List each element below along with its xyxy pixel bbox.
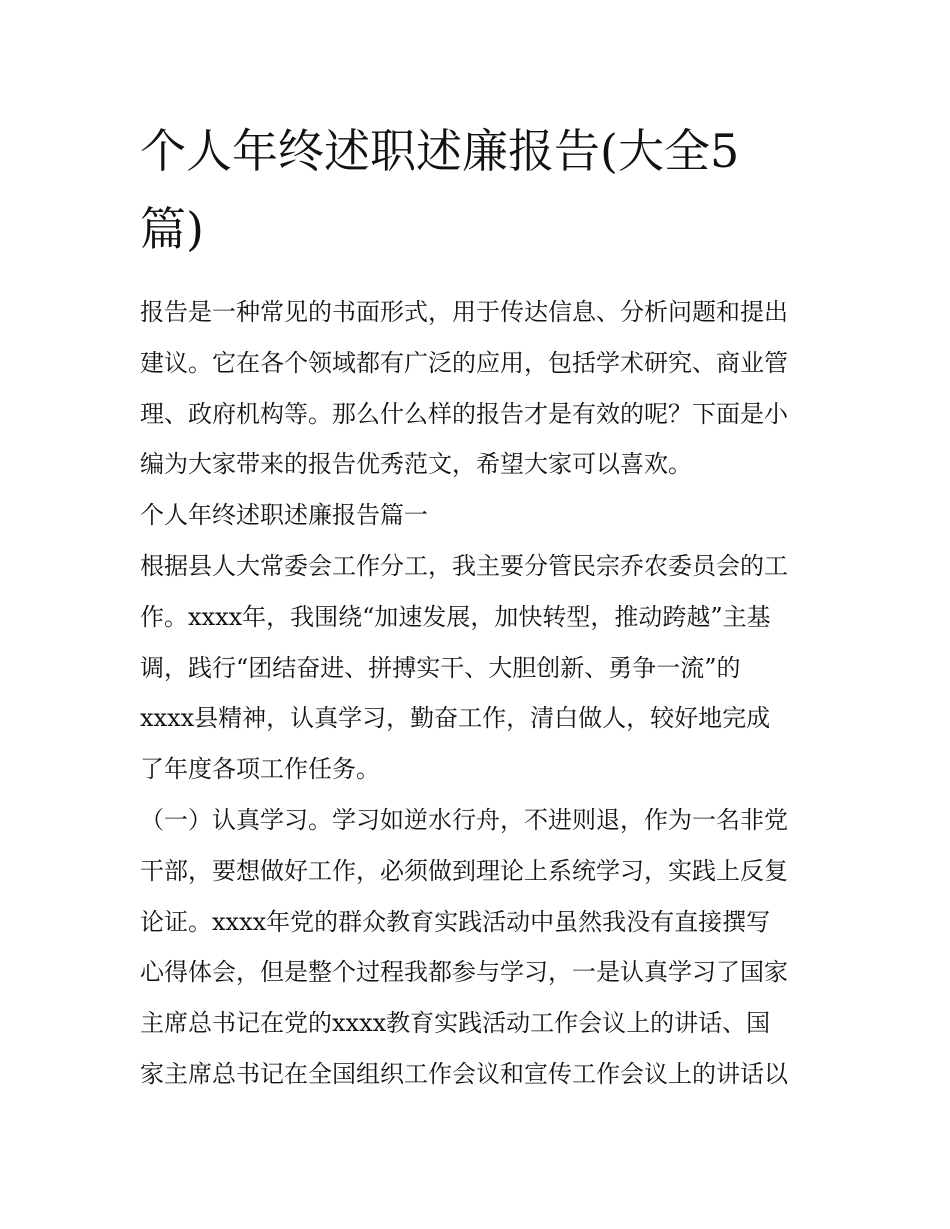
paragraph-1: [140, 541, 815, 795]
section-heading: 个人年终述职述廉报告篇一: [140, 501, 428, 530]
title-line-1: 个人年终述职述廉报告(大全5: [140, 124, 740, 178]
intro-line: 理、政府机构等。那么什么样的报告才是有效的呢？下面是小: [140, 399, 788, 428]
intro-paragraph: [140, 287, 815, 490]
document-title: [140, 112, 815, 268]
title-line-2: 篇): [140, 202, 204, 256]
paragraph-line: 干部，要想做好工作，必须做到理论上系统学习，实践上反复: [140, 856, 788, 885]
paragraph-line: 心得体会，但是整个过程我都参与学习，一是认真学习了国家: [140, 958, 788, 987]
paragraph-line: 论证。xxxx年党的群众教育实践活动中虽然我没有直接撰写: [140, 907, 771, 936]
paragraph-line: （一）认真学习。学习如逆水行舟，不进则退，作为一名非党: [140, 805, 788, 834]
paragraph-line: 作。xxxx年，我围绕“加速发展，加快转型，推动跨越”主基: [140, 602, 771, 631]
intro-line: 报告是一种常见的书面形式，用于传达信息、分析问题和提出: [140, 298, 788, 326]
paragraph-line: 家主席总书记在全国组织工作会议和宣传工作会议上的讲话以: [140, 1059, 788, 1088]
intro-line: 建议。它在各个领域都有广泛的应用，包括学术研究、商业管: [140, 348, 788, 377]
paragraph-line: 主席总书记在党的xxxx教育实践活动工作会议上的讲话、国: [140, 1009, 771, 1038]
paragraph-line: 调，践行“团结奋进、拼搏实干、大胆创新、勇争一流”的: [140, 653, 741, 682]
document-body: [140, 287, 815, 1100]
paragraph-line: 根据县人大常委会工作分工，我主要分管民宗乔农委员会的工: [140, 551, 788, 580]
paragraph-2: [140, 795, 815, 1100]
paragraph-line: xxxx县精神，认真学习，勤奋工作，清白做人，较好地完成: [140, 704, 771, 733]
paragraph-line: 了年度各项工作任务。: [140, 755, 380, 784]
intro-line: 编为大家带来的报告优秀范文，希望大家可以喜欢。: [140, 450, 692, 479]
document-content: [140, 112, 815, 1100]
